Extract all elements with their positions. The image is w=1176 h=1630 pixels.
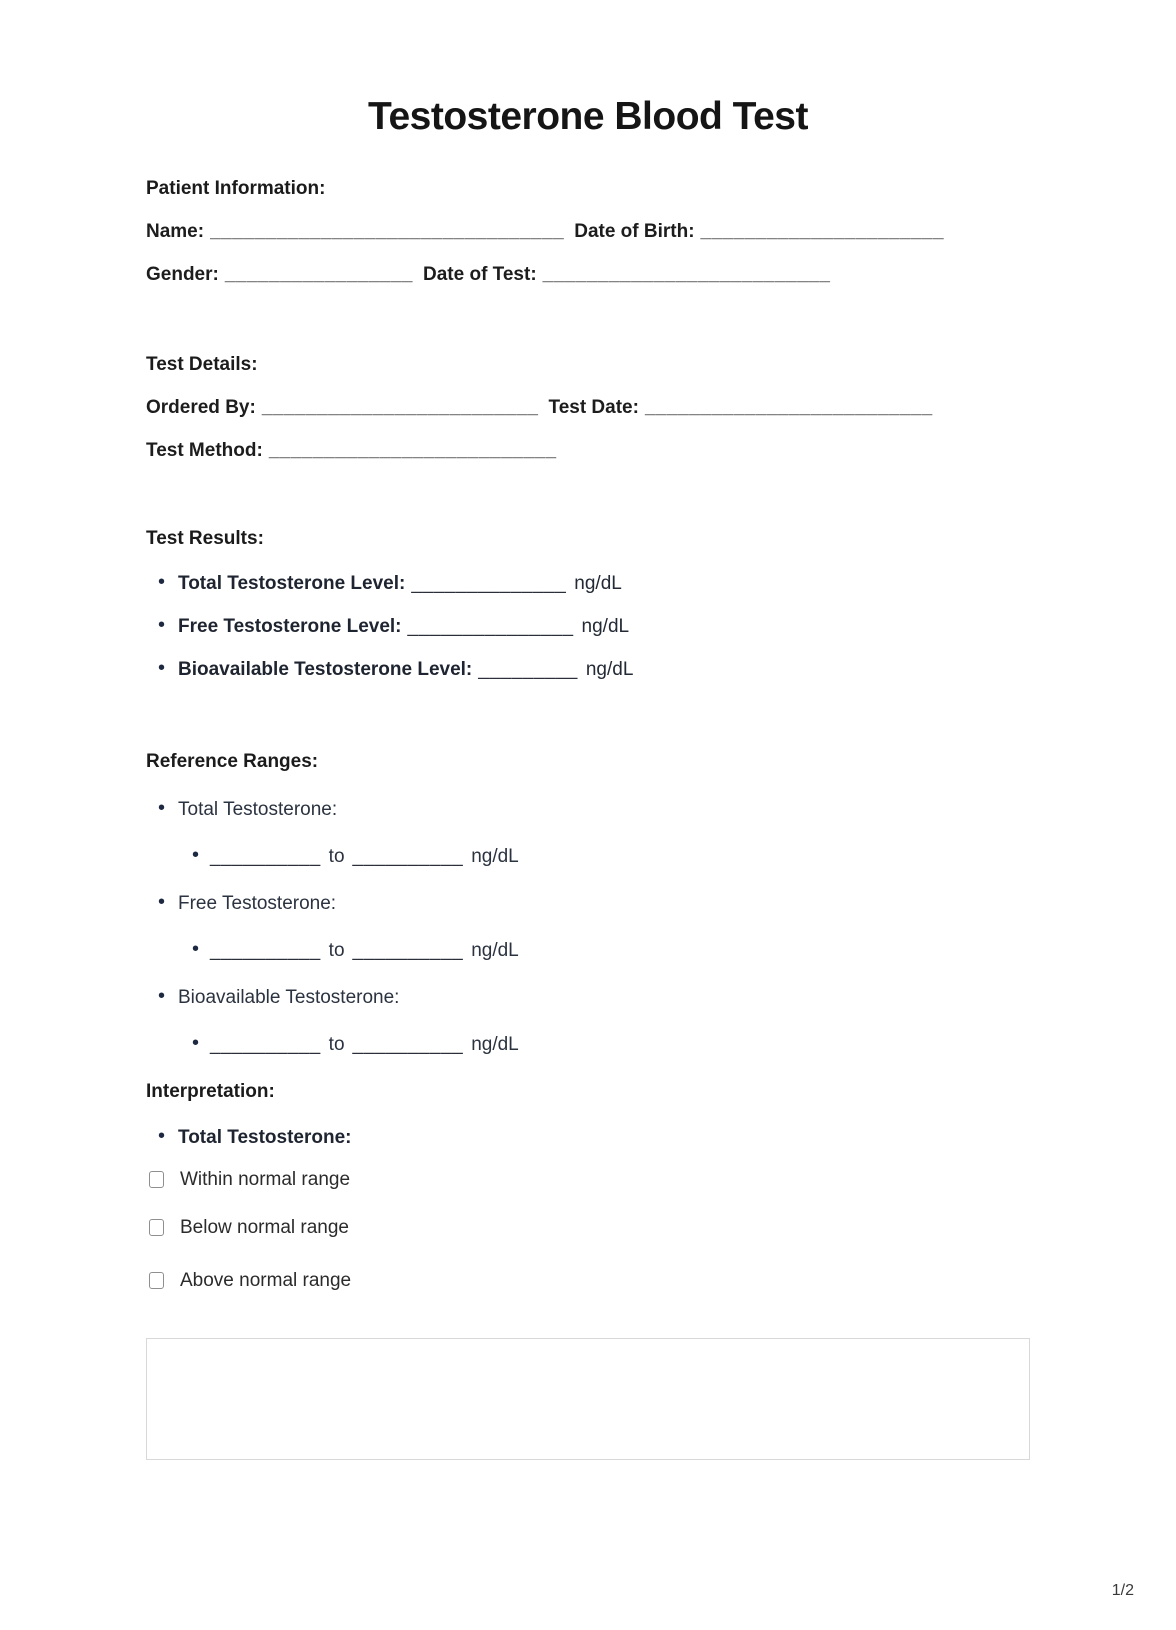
range-low-blank-line: __________ [210,1034,321,1055]
range-to-text: to [328,846,345,867]
range-high-blank-line: __________ [352,846,464,867]
range-item-bioavailable-testosterone [146,986,1030,1009]
checkbox-above-normal-range[interactable] [149,1272,164,1289]
range-values-free-testosterone [146,939,1030,962]
test-method-blank-line: __________________________ [268,440,557,461]
date-of-birth-label: Date of Birth: [574,221,695,242]
date-of-birth-blank-line: ______________________ [700,221,945,242]
bioavailable-testosterone-unit: ng/dL [585,659,634,680]
name-blank-line: ________________________________ [210,221,565,242]
free-testosterone-unit: ng/dL [581,616,630,637]
page-number-indicator: 1/2 [1111,1582,1134,1599]
bioavailable-testosterone-level-label: Bioavailable Testosterone Level: [178,659,473,680]
details-row-orderedby-testdate [146,396,1030,419]
total-testosterone-level-label: Total Testosterone Level: [178,573,406,594]
range-unit: ng/dL [471,846,519,867]
test-date-blank-line: __________________________ [644,397,933,418]
section-test-results [146,527,1030,681]
range-unit: ng/dL [471,1034,519,1055]
interpretation-list [146,1126,1030,1149]
range-low-blank-line: __________ [210,846,321,867]
test-details-heading: Test Details: [146,354,258,375]
option-below-normal-range [146,1216,1030,1239]
total-testosterone-blank-line: ______________ [411,573,567,594]
section-interpretation [146,1080,1030,1292]
ordered-by-label: Ordered By: [146,397,256,418]
test-method-label: Test Method: [146,440,263,461]
bioavailable-testosterone-blank-line: _________ [478,659,578,680]
result-item-bioavailable-testosterone [146,658,1030,681]
range-item-free-testosterone [146,892,1030,915]
above-normal-range-label: Above normal range [180,1270,352,1291]
patient-row-name-dob [146,220,1030,243]
test-results-list [146,572,1030,681]
free-testosterone-blank-line: _______________ [407,616,574,637]
date-of-test-blank-line: __________________________ [542,264,831,285]
result-item-total-testosterone [146,572,1030,595]
within-normal-range-label: Within normal range [180,1169,351,1190]
interpretation-total-testosterone-label: Total Testosterone: [178,1127,352,1148]
date-of-test-label: Date of Test: [423,264,537,285]
reference-ranges-heading: Reference Ranges: [146,751,319,772]
range-free-testosterone-label: Free Testosterone: [178,893,337,914]
option-above-normal-range [146,1269,1030,1292]
checkbox-below-normal-range[interactable] [149,1219,164,1236]
gender-blank-line: _________________ [224,264,413,285]
range-unit: ng/dL [471,940,519,961]
below-normal-range-label: Below normal range [180,1217,349,1238]
ordered-by-blank-line: _________________________ [261,397,539,418]
free-testosterone-level-label: Free Testosterone Level: [178,616,402,637]
reference-ranges-list [146,798,1030,1056]
patient-row-gender-testdate [146,263,1030,286]
range-values-bioavailable-testosterone [146,1033,1030,1056]
name-label: Name: [146,221,205,242]
result-item-free-testosterone [146,615,1030,638]
test-date-label: Test Date: [548,397,639,418]
page-title: Testosterone Blood Test [368,95,808,138]
range-total-testosterone-label: Total Testosterone: [178,799,338,820]
notes-text-field[interactable] [146,1338,1030,1460]
gender-label: Gender: [146,264,219,285]
range-values-total-testosterone [146,845,1030,868]
section-test-details [146,353,1030,462]
section-patient-information [146,177,1030,286]
option-within-normal-range [146,1168,1030,1191]
section-reference-ranges [146,750,1030,1056]
range-low-blank-line: __________ [210,940,321,961]
range-high-blank-line: __________ [352,940,464,961]
range-bioavailable-testosterone-label: Bioavailable Testosterone: [178,987,400,1008]
details-row-test-method [146,439,1030,462]
checkbox-within-normal-range[interactable] [149,1171,164,1188]
range-to-text: to [328,940,345,961]
patient-information-heading: Patient Information: [146,178,326,199]
range-item-total-testosterone [146,798,1030,821]
interpretation-item-total-testosterone [146,1126,1030,1149]
test-results-heading: Test Results: [146,528,264,549]
range-to-text: to [328,1034,345,1055]
range-high-blank-line: __________ [352,1034,464,1055]
total-testosterone-unit: ng/dL [574,573,622,594]
interpretation-heading: Interpretation: [146,1081,275,1102]
